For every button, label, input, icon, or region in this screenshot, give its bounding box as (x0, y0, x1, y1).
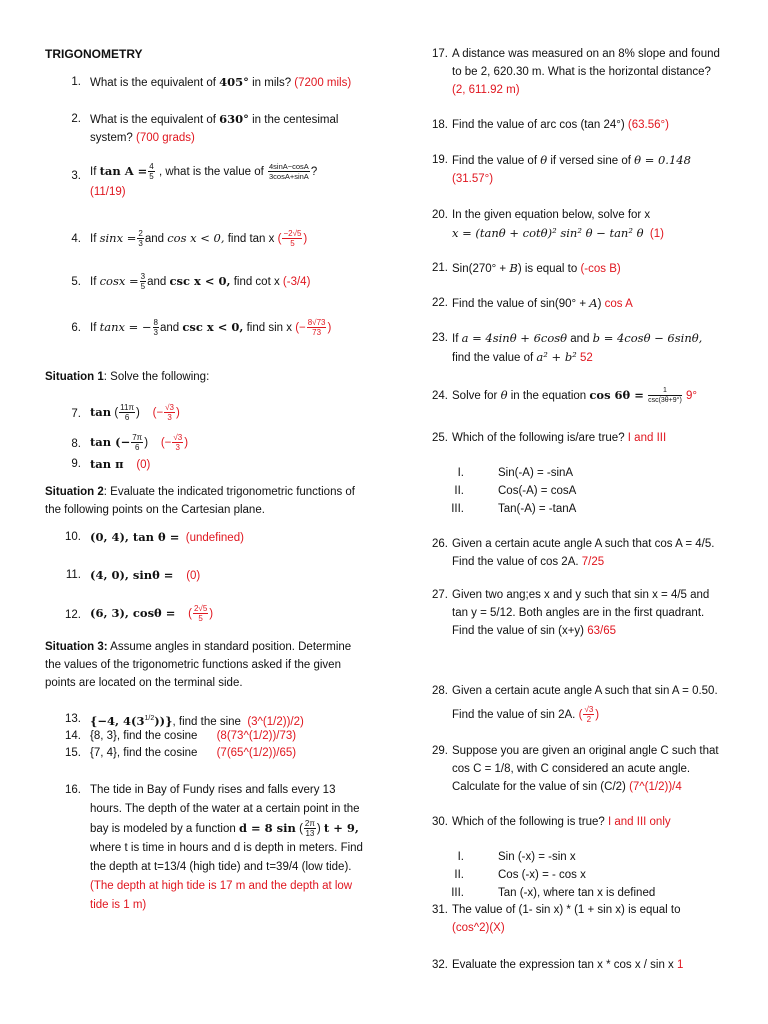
question-23: 23. If a = 4sinθ + 6cosθ and b = 4cosθ − 6sinθ, find the value of a² + b² 52 (432, 331, 703, 364)
list-item: I. Sin(-A) = -sinA (457, 467, 574, 479)
answer: (-cos B) (580, 263, 621, 275)
list-item: II. Cos (-x) = - cos x (454, 869, 586, 881)
question-9: 9. tan π (0) (71, 457, 151, 471)
question-20: 20. In the given equation below, solve for x x = (tanθ + cotθ)² sin² θ − tan² θ (1) (432, 209, 664, 240)
question-22: 22. Find the value of sin(90° + A) cos A (432, 296, 633, 310)
answer: (− $\frac{8√73}{73}$ ) (295, 318, 332, 338)
answer: (31.57°) (452, 173, 494, 185)
question-21: 21. Sin(270° + B) is equal to (-cos B) (432, 261, 621, 275)
answer: (11/19) (90, 186, 126, 198)
answer: (7(65^(1/2))/65) (216, 747, 297, 759)
fraction: $\frac{4}{5}$ (149, 162, 154, 182)
situation-3: Situation 3: Assume angles in standard position. Determine the values of the trigonometric functions asked if the given points are located on the terminal side. (45, 641, 352, 689)
question-32: 32. Evaluate the expression tan x * cos x / sin x 1 (432, 959, 684, 971)
answer: (cos^2)(X) (452, 922, 505, 934)
answer: 9° (686, 390, 697, 402)
question-7: 7. tan ( $\frac{11\pi}{6}$ ) (− $\frac{√3}{3}$ ) (71, 403, 180, 423)
answer: 7/25 (581, 556, 605, 568)
fraction: $\frac{2}{3}$ (138, 229, 143, 249)
fraction: $\frac{4\sin A-\cos A}{3\cos A+\sin A}$ (269, 162, 309, 182)
question-6: 6. If tanx = − $\frac{8}{3}$ and csc x < 0, find sin x (− $\frac{8√73}{73}$ ) (71, 318, 332, 338)
situation-2: Situation 2: Evaluate the indicated trigonometric functions of the following points on the Cartesian plane. (45, 486, 356, 516)
question-16: 16. The tide in Bay of Fundy rises and falls every 13 hours. The depth of the water at a certain point in the bay is modeled by a function d = 8 sin ( $\frac{2\pi}{13}$ ) t + 9, where t is time in hours and d is depth in meters. Find the depth at t=13/4 (high tide) and t=39/4 (low tide). (The depth at high tide is 17 m and the depth at low tide is 1 m) (65, 784, 363, 911)
answer: 52 (580, 352, 593, 364)
list-item: III. Tan (-x), where tan x is defined (451, 887, 656, 899)
question-14: 14. {8, 3}, find the cosine (8(73^(1/2))/73) (65, 730, 297, 742)
question-18: 18. Find the value of arc cos (tan 24°) (63.56°) (432, 119, 669, 131)
question-31: 31. The value of (1- sin x) * (1 + sin x) is equal to (cos^2)(X) (432, 904, 681, 934)
question-3: 3. If tan A = $\frac{4}{5}$ , what is the value of $\frac{4\sin A-\cos A}{3\cos A+\sin A}$ ? (11/19) (71, 162, 318, 198)
question-30: 30. Which of the following is true? I and III only (432, 816, 671, 828)
question-19: 19. Find the value of θ if versed sine of θ = 0.148 (31.57°) (432, 153, 691, 185)
question-10: 10. (0, 4), tan θ = (undefined) (65, 530, 244, 544)
answer: I and III only (607, 816, 671, 828)
options-list (420, 848, 740, 902)
question-4: 4. If sinx = $\frac{2}{3}$ and cos x < 0, find tan x ( $\frac{-2√5}{5}$ ) (71, 229, 308, 249)
options-list (420, 464, 740, 518)
answer: 1 (677, 959, 684, 971)
answer: (700 grads) (136, 132, 195, 144)
question-2: 2. What is the equivalent of 630° in the centesimal system? (700 grads) (71, 112, 339, 144)
answer: (1) (649, 228, 664, 240)
question-29: 29. Suppose you are given an original angle C such that cos C = 1/8, with C considered an acute angle. Calculate for the value of sin (C/2) (7^(1/2))/4 (432, 745, 719, 793)
list-item: I. Sin (-x) = -sin x (457, 851, 576, 863)
fraction: $\frac{8}{3}$ (153, 318, 158, 338)
question-25: 25. Which of the following is/are true? I and III (432, 432, 667, 444)
question-11: 11. (4, 0), sinθ = (0) (65, 568, 201, 582)
answer: (8(73^(1/2))/73) (216, 730, 297, 742)
list-item: III. Tan(-A) = -tanA (451, 503, 577, 515)
question-27: 27. Given two ang;es x and y such that sin x = 4/5 and tan y = 5/12. Both angles are in the first quadrant. Find the value of sin (x+y) 63/65 (432, 589, 710, 637)
question-26: 26. Given a certain acute angle A such that cos A = 4/5. Find the value of cos 2A. 7/25 (432, 538, 715, 568)
answer: (undefined) (185, 532, 244, 544)
answer: (7^(1/2))/4 (629, 781, 682, 793)
fraction: $\frac{3}{5}$ (140, 272, 146, 292)
answer: 63/65 (587, 625, 616, 637)
question-12: 12. (6, 3), cosθ = ( $\frac{2√5}{5}$ ) (65, 604, 214, 624)
question-1: 1. What is the equivalent of 405° in mils? (7200 mils) (71, 75, 352, 89)
page-title: TRIGONOMETRY (45, 47, 143, 61)
answer: (0) (186, 570, 201, 582)
list-item: II. Cos(-A) = cosA (454, 485, 577, 497)
answer: (3^(1/2))/2) (247, 715, 304, 728)
answer: I and III (627, 432, 667, 444)
question-13: 13. {−4, $4(3^{1/2})$)}, find the sine (3^(1/2))/2) (65, 713, 304, 728)
fraction: $\frac{1}{\csc(3\theta+9^\circ)}$ (648, 387, 682, 405)
fraction: $\frac{7\pi}{6}$ (132, 433, 143, 453)
answer: (− $\frac{√3}{3}$ ) (152, 403, 180, 423)
answer: (− $\frac{√3}{3}$ ) (160, 433, 189, 453)
answer: ( $\frac{√3}{2}$ ) (578, 705, 600, 725)
question-24: 24. Solve for θ in the equation cos 6θ = $\frac{1}{\csc(3\theta+9^\circ)}$ 9° (432, 387, 697, 405)
answer: (-3/4) (282, 276, 311, 288)
question-28: 28. Given a certain acute angle A such that sin A = 0.50. Find the value of sin 2A. ( $\frac{√3}{2}$ ) (432, 685, 718, 725)
question-15: 15. {7, 4}, find the cosine (7(65^(1/2))/65) (65, 747, 297, 759)
answer: (0) (136, 459, 151, 471)
fraction: $\frac{11\pi}{6}$ (120, 403, 134, 423)
answer: (The depth at high tide is 17 m and the depth at low (90, 880, 353, 892)
answer: (2, 611.92 m) (452, 84, 520, 96)
answer: ( $\frac{2√5}{5}$ ) (188, 604, 214, 624)
answer: ( $\frac{-2√5}{5}$ ) (277, 229, 308, 249)
question-17: 17. A distance was measured on an 8% slope and found to be 2, 620.30 m. What is the horizontal distance? (2, 611.92 m) (432, 48, 720, 96)
answer: (7200 mils) (294, 77, 352, 89)
question-5: 5. If cosx = $\frac{3}{5}$ and csc x < 0, find cot x (-3/4) (71, 272, 311, 292)
answer: (63.56°) (627, 119, 669, 131)
situation-1: Situation 1: Solve the following: (45, 371, 210, 383)
question-8: 8. tan (− $\frac{7\pi}{6}$ ) (− $\frac{√3}{3}$ ) (71, 433, 189, 453)
answer: cos A (604, 298, 633, 310)
